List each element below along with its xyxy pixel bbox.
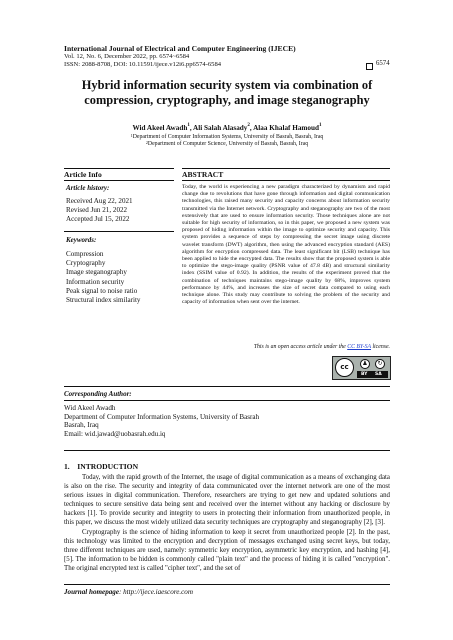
abstract-text: Today, the world is experiencing a new paradigm characterized by dynamism and rapid change due to revolutions that have gone through information and digital communication technologies, this raised many security and capacity concerns about information security transmitted via the Internet network. Cryptography and steganography are two of the most extensively that are used to ensure information security. Those techniques alone are not suitable for high security of information, so in this paper, we proposed a new system was proposed of hiding information within the image to optimize security and capacity. This system provides a sequence of steps by compressing the secret image using discrete wavelet transform (DWT) algorithm, then using the advanced encryption standard (AES) algorithm for encryption compressed data. The least significant bit (LSB) technique has been applied to hide the encrypted data. The results show that the proposed system is able to optimize the stego-image quality (PSNR value of 47.8 dB) and structural similarity index (SSIM value of 0.92). In addition, the results of the experiment proved that the combination of techniques maintains stego-image quality by 68%, improves system performance by 44%, and increases the size of secret data compared to using each technique alone. This study may contribute to solving the problem of the security and capacity of information when sent over the internet. bbox=[182, 184, 390, 306]
article-info-heading: Article Info bbox=[64, 170, 102, 179]
corresponding-email[interactable]: Email: wid.jawad@uobasrah.edu.iq bbox=[64, 429, 166, 438]
sa-label: SA bbox=[375, 372, 382, 377]
intro-paragraph-1: Today, with the rapid growth of the Internet, the usage of digital communication as a means of exchanging data is also on the rise. The security and integrity of data communicated over the internet network are one of the most serious issues in digital communication. Therefore, researchers are trying to get new and updated solutions and techniques to secure sensitive data being sent and received over the internet without any hacking or disclosure by hackers [1]. To provide security and integrity to users in protecting their information from unauthorized people, in this paper, we discuss the most widely utilized data security techniques are cryptography and steganography [2], [3]. bbox=[64, 474, 390, 526]
keyword-list bbox=[66, 250, 140, 305]
intro-paragraph-2: Cryptography is the science of hiding information to keep it secret from unauthorized people [2]. In the past, this technology was limited to the encryption and decryption of messages exchanged using secret keys, but today, three different techniques are used, namely: symmetric key encryption, asymmetric key encryption, and hashing [4], [5]. The information to be hidden is commonly called "plain text" and the process of hiding it is called "encryption". The original encrypted text is called "cipher text", and the set of bbox=[64, 529, 390, 572]
section-heading: 1. INTRODUCTION bbox=[64, 462, 139, 471]
authors: Wid Akeel Awadh$^1$, Ali Salah Alasady$^2$, Alaa Khalaf Hamoud$^1$ bbox=[132, 123, 322, 132]
keyword: Structural index similarity bbox=[66, 296, 141, 305]
author-3: , Alaa Khalaf Hamoud bbox=[249, 124, 319, 132]
affiliation-2: $^2$Department of Computer Science, University of Basrah, Basrah, Iraq bbox=[145, 140, 309, 147]
issn-doi-line: ISSN: 2088-8708, DOI: 10.11591/ijece.v12i6.pp6574-6584 bbox=[64, 61, 222, 68]
keyword: Image steganography bbox=[66, 268, 127, 277]
keyword: Information security bbox=[66, 277, 125, 286]
open-access-note: This is an open access article under the CC BY-SA license. bbox=[253, 344, 390, 350]
journal-homepage[interactable]: Journal homepage: http://ijece.iaescore.com bbox=[64, 588, 193, 596]
corresponding-dept: Department of Computer Information Systems, University of Basrah bbox=[64, 412, 260, 421]
corresponding-rule bbox=[64, 400, 390, 401]
page-number: 6574 bbox=[376, 60, 390, 67]
article-info-rule-top bbox=[64, 168, 174, 169]
share-alike-icon: ↻ bbox=[375, 359, 385, 369]
keyword: Cryptography bbox=[66, 259, 106, 268]
author-2: , Ali Salah Alasady bbox=[189, 124, 248, 132]
affiliation-1: $^1$Department of Computer Information Systems, University of Basrah, Basrah, Iraq bbox=[130, 133, 324, 140]
abstract-rule-top bbox=[182, 168, 390, 169]
paper-title: Hybrid information security system via combination of compression, cryptography, and image steganography bbox=[81, 78, 373, 107]
corresponding-rule-bottom bbox=[64, 450, 390, 451]
corresponding-heading: Corresponding Author: bbox=[64, 390, 132, 398]
history-heading: Article history: bbox=[66, 184, 110, 192]
author-1: Wid Akeel Awadh bbox=[132, 124, 188, 132]
revised-date: Revised Jun 21, 2022 bbox=[66, 206, 128, 214]
corresponding-author bbox=[64, 404, 390, 438]
volume-line: Vol. 12, No. 6, December 2022, pp. 6574~6584 bbox=[64, 53, 190, 60]
keyword: Compression bbox=[66, 250, 104, 258]
journal-name: International Journal of Electrical and Computer Engineering (IJECE) bbox=[64, 44, 296, 53]
article-info-rule bbox=[64, 180, 174, 181]
history-divider bbox=[64, 231, 174, 232]
keyword: Peak signal to noise ratio bbox=[66, 286, 138, 295]
cc-by-sa-badge[interactable] bbox=[332, 356, 391, 380]
license-bar bbox=[357, 371, 388, 378]
abstract-rule bbox=[182, 180, 390, 181]
license-link[interactable]: CC BY-SA bbox=[347, 344, 371, 350]
creative-commons-icon: cc bbox=[335, 358, 354, 377]
by-label: BY bbox=[361, 372, 368, 377]
page-box-icon bbox=[366, 63, 373, 70]
received-date: Received Aug 22, 2021 bbox=[66, 197, 133, 205]
footer-rule bbox=[64, 584, 390, 585]
corresponding-name: Wid Akeel Awadh bbox=[64, 404, 116, 412]
accepted-date: Accepted Jul 15, 2022 bbox=[66, 215, 130, 223]
keywords-heading: Keywords: bbox=[66, 236, 97, 244]
attribution-icon: ♟ bbox=[360, 359, 370, 369]
corresponding-city: Basrah, Iraq bbox=[64, 421, 99, 430]
abstract-heading: ABSTRACT bbox=[182, 170, 224, 179]
corresponding-rule-top bbox=[64, 386, 390, 387]
